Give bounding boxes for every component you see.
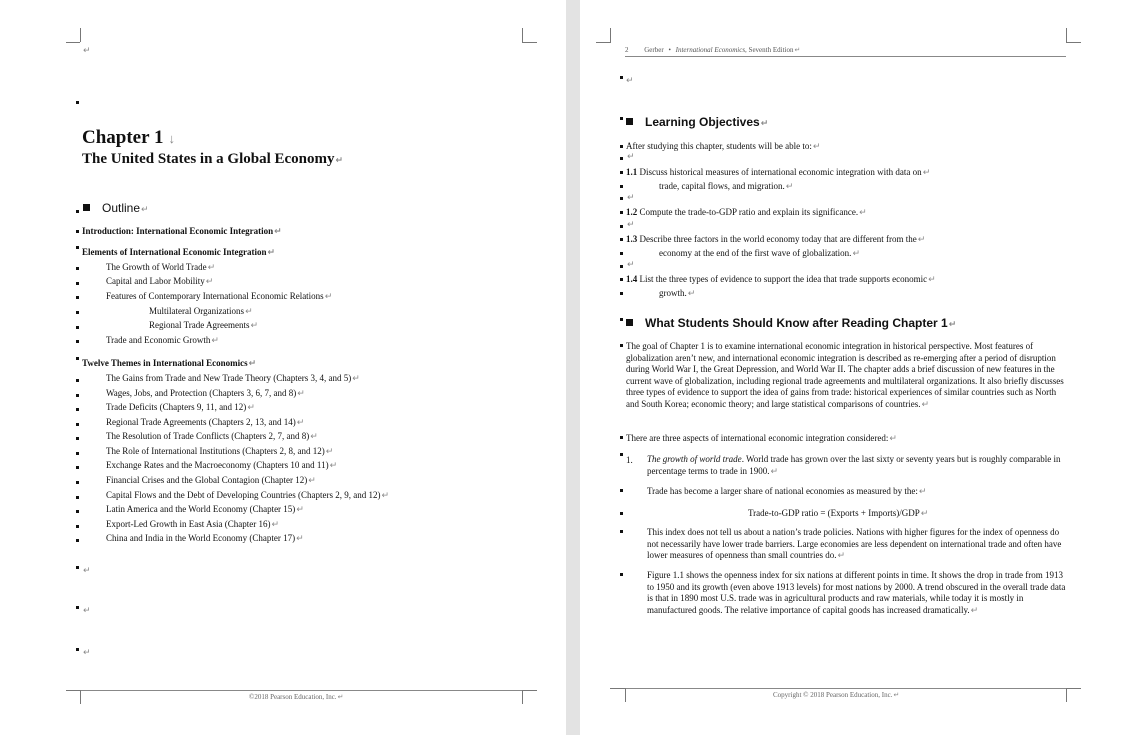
bullet — [620, 436, 623, 439]
crop-mark — [80, 28, 81, 42]
ratio-formula: Trade-to-GDP ratio = (Exports + Imports)/GDP↵ — [748, 508, 929, 519]
running-header: 2 Gerber • International Economics, Seventh Edition↵ — [625, 46, 801, 54]
bullet — [76, 326, 79, 329]
paragraph-mark: ↵ — [627, 193, 635, 203]
crop-mark — [522, 690, 537, 691]
bullet — [76, 423, 79, 426]
paragraph-mark: ↵ — [83, 648, 91, 658]
bullet — [620, 278, 623, 281]
bullet — [620, 453, 623, 456]
bullet — [620, 238, 623, 241]
crop-mark — [522, 42, 537, 43]
bullet — [620, 530, 623, 533]
bullet — [76, 466, 79, 469]
footer-rule — [625, 688, 1066, 689]
outline-subitem: Regional Trade Agreements↵ — [149, 320, 259, 331]
theme-item: Exchange Rates and the Macroeconomy (Chapters 10 and 11)↵ — [106, 460, 338, 471]
outline-item: Features of Contemporary International Economic Relations↵ — [106, 291, 333, 302]
bullet — [76, 210, 79, 213]
bullet — [76, 246, 79, 249]
bullet — [76, 408, 79, 411]
elements-heading: Elements of International Economic Integration↵ — [82, 247, 276, 258]
crop-mark — [1066, 42, 1081, 43]
crop-mark — [610, 28, 611, 42]
share-text: Trade has become a larger share of national economies as measured by the:↵ — [647, 486, 927, 497]
bullet — [620, 489, 623, 492]
bullet — [76, 539, 79, 542]
bullet — [620, 211, 623, 214]
bullet — [76, 452, 79, 455]
objective-item-cont: growth.↵ — [659, 288, 696, 299]
bullet — [76, 481, 79, 484]
bullet — [76, 648, 79, 651]
theme-item: The Gains from Trade and New Trade Theory (Chapters 3, 4, and 5)↵ — [106, 373, 360, 384]
theme-item: Trade Deficits (Chapters 9, 11, and 12)↵ — [106, 402, 255, 413]
theme-item: Wages, Jobs, and Protection (Chapters 3, 6, 7, and 8)↵ — [106, 388, 305, 399]
bullet — [76, 394, 79, 397]
bullet — [620, 157, 623, 160]
crop-mark — [522, 690, 523, 704]
bullet — [76, 566, 79, 569]
objective-item: 1.3 Describe three factors in the world economy today that are different from the↵ — [626, 234, 926, 245]
footer-copyright: ©2018 Pearson Education, Inc.↵ — [249, 693, 344, 701]
theme-item: Financial Crises and the Global Contagion (Chapter 12)↵ — [106, 475, 316, 486]
bullet — [76, 296, 79, 299]
crop-mark — [596, 42, 611, 43]
list-number: 1. — [626, 455, 633, 465]
bullet — [76, 230, 79, 233]
outline-item: Capital and Labor Mobility↵ — [106, 276, 214, 287]
crop-mark — [80, 690, 81, 704]
objective-item: 1.2 Compute the trade-to-GDP ratio and explain its significance.↵ — [626, 207, 867, 218]
paragraph-mark: ↵ — [627, 220, 635, 230]
outline-subitem: Multilateral Organizations↵ — [149, 306, 253, 317]
themes-heading: Twelve Themes in International Economics↵ — [82, 358, 257, 369]
paragraph-mark: ↵ — [627, 260, 635, 270]
know-paragraph: The goal of Chapter 1 is to examine international economic integration in historical perspective. Most features of globalization aren’t new, and international economic integration is described as re-emerging after a period of disruption during World War I, the Great Depression, and World War II. The chapter adds a brief discussion of new features in the current wave of globalization, including regional trade agreements and multilateral organizations. It also briefly discusses three types of evidence to support the idea of gains from trade: historical experiences of similar countries such as North and South Korea; economic theory; and large statistical comparisons of countries.↵ — [626, 341, 1064, 410]
theme-item: The Resolution of Trade Conflicts (Chapters 2, 7, and 8)↵ — [106, 431, 318, 442]
chapter-title: The United States in a Global Economy↵ — [82, 151, 344, 167]
paragraph-mark: ↵ — [83, 566, 91, 576]
paragraph-mark: ↵ — [627, 152, 635, 162]
bullet — [76, 357, 79, 360]
bullet — [620, 145, 623, 148]
bullet — [620, 344, 623, 347]
document-page-1 — [0, 0, 566, 735]
bullet — [620, 318, 623, 321]
bullet — [620, 76, 623, 79]
crop-mark — [610, 688, 625, 689]
paragraph-mark: ↵ — [626, 76, 634, 86]
bullet — [76, 282, 79, 285]
aspect-item-1: The growth of world trade. World trade has grown over the last sixty or seventy years but is roughly comparable in percentage terms to trade in 1900.↵ — [647, 454, 1061, 477]
bullet — [76, 437, 79, 440]
objective-item: 1.4 List the three types of evidence to support the idea that trade supports economic↵ — [626, 274, 936, 285]
theme-item: Latin America and the World Economy (Chapter 15)↵ — [106, 504, 304, 515]
crop-mark — [1066, 688, 1067, 702]
bullet — [76, 311, 79, 314]
outline-heading: Outline↵ — [83, 201, 149, 215]
bullet — [620, 265, 623, 268]
objectives-heading: Learning Objectives↵ — [626, 115, 768, 129]
index-paragraph: This index does not tell us about a nation’s trade policies. Nations with higher figures for the index of openness do not necessarily have lower trade barriers. Large economies are less dependent on international trade and often have lower measures of openness than small countries do.↵ — [647, 527, 1062, 562]
theme-item: The Role of International Institutions (Chapters 2, 8, and 12)↵ — [106, 446, 334, 457]
theme-item: China and India in the World Economy (Chapter 17)↵ — [106, 533, 304, 544]
bullet — [76, 379, 79, 382]
header-rule — [625, 56, 1066, 57]
paragraph-mark: ↵ — [83, 606, 91, 616]
bullet — [620, 197, 623, 200]
paragraph-mark: ↵ — [83, 46, 91, 56]
bullet — [620, 292, 623, 295]
bullet — [620, 185, 623, 188]
bullet — [620, 225, 623, 228]
outline-intro: Introduction: International Economic Integration↵ — [82, 226, 282, 237]
bullet — [76, 606, 79, 609]
outline-item: The Growth of World Trade↵ — [106, 262, 216, 273]
document-page-2 — [580, 0, 1148, 735]
bullet — [620, 117, 623, 120]
objective-item-cont: economy at the end of the first wave of globalization.↵ — [659, 248, 860, 259]
bullet — [620, 573, 623, 576]
objective-item: 1.1 Discuss historical measures of international economic integration with data on↵ — [626, 167, 931, 178]
bullet — [620, 252, 623, 255]
bullet — [620, 512, 623, 515]
bullet — [76, 496, 79, 499]
bullet — [76, 510, 79, 513]
theme-item: Capital Flows and the Debt of Developing Countries (Chapters 2, 9, and 12)↵ — [106, 490, 389, 501]
crop-mark — [1066, 28, 1067, 42]
bullet — [76, 267, 79, 270]
aspects-intro: There are three aspects of international economic integration considered:↵ — [626, 433, 897, 444]
chapter-heading: Chapter 1 ↓ — [82, 127, 175, 148]
footer-copyright: Copyright © 2018 Pearson Education, Inc.↵ — [773, 691, 900, 699]
objective-item-cont: trade, capital flows, and migration.↵ — [659, 181, 794, 192]
bullet — [76, 340, 79, 343]
crop-mark — [625, 688, 626, 702]
theme-item: Export-Led Growth in East Asia (Chapter 16)↵ — [106, 519, 280, 530]
objectives-intro: After studying this chapter, students will be able to:↵ — [626, 141, 821, 152]
figure-paragraph: Figure 1.1 shows the openness index for six nations at different points in time. It shows the drop in trade from 1913 to 1950 and its growth (even above 1913 levels) for most nations by 2000. A trend obscured in the overall trade data is that in 1890 most U.S. trade was in agricultural products and raw materials, while today it is mostly in manufactured goods. The relative importance of capital goods has increased dramatically.↵ — [647, 570, 1066, 616]
bullet — [76, 101, 79, 104]
crop-mark — [522, 28, 523, 42]
crop-mark — [66, 42, 80, 43]
footer-rule — [80, 690, 522, 691]
crop-mark — [1066, 688, 1081, 689]
bullet — [76, 525, 79, 528]
theme-item: Regional Trade Agreements (Chapters 2, 13, and 14)↵ — [106, 417, 305, 428]
outline-item: Trade and Economic Growth↵ — [106, 335, 219, 346]
crop-mark — [66, 690, 80, 691]
know-heading: What Students Should Know after Reading Chapter 1↵ — [626, 316, 956, 330]
bullet — [620, 171, 623, 174]
